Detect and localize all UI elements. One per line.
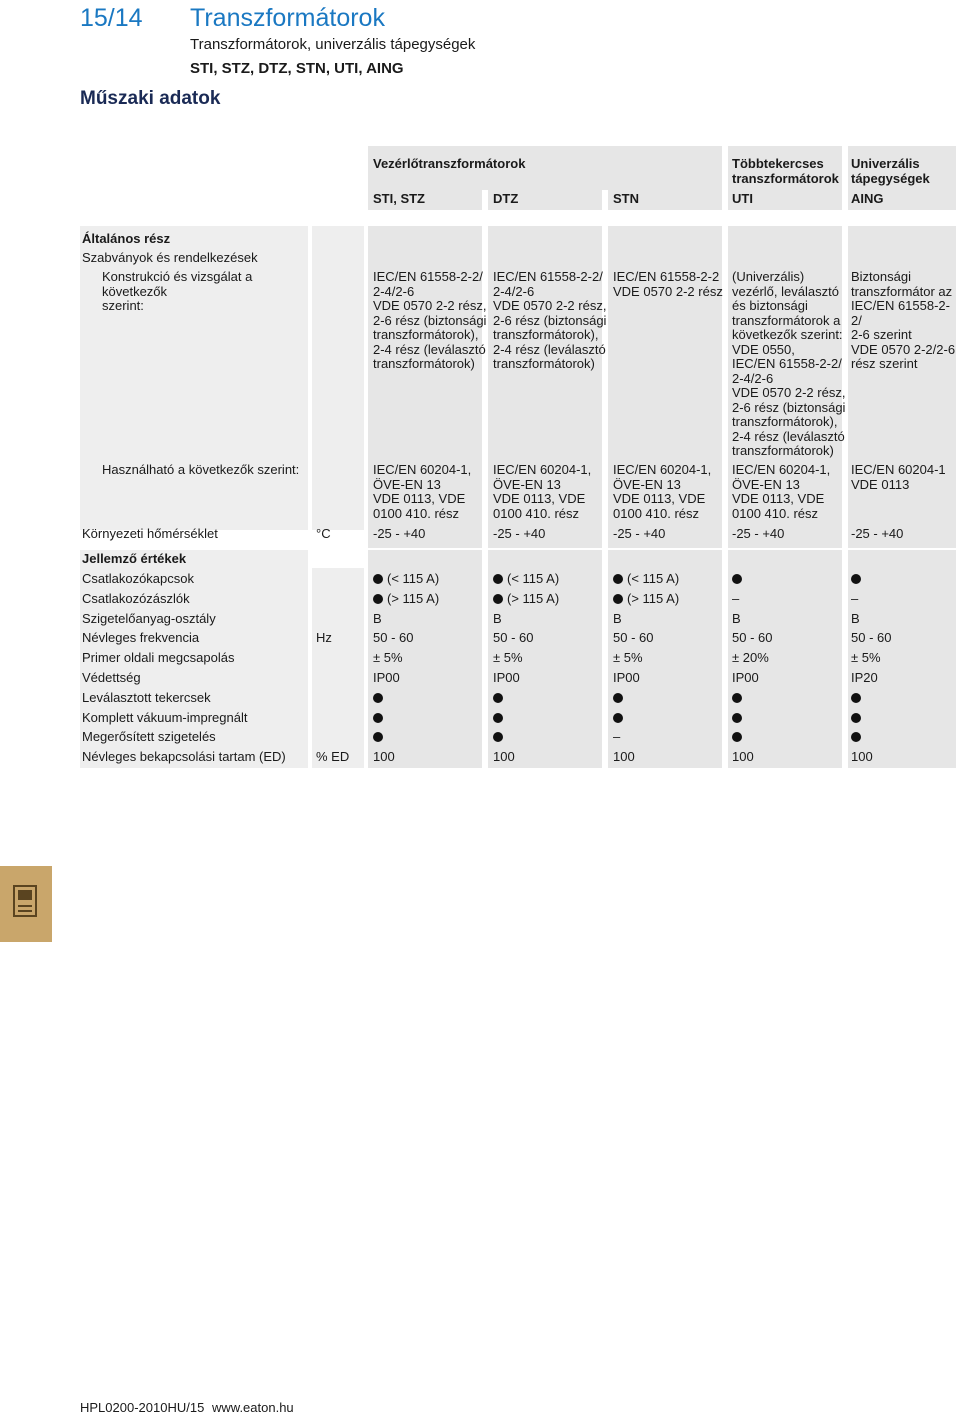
row-cell [613, 671, 640, 686]
usable-label: Használható a következők szerint: [102, 462, 300, 477]
doc-code: HPL0200-2010HU/15 [80, 1400, 205, 1415]
row-cell [732, 691, 746, 706]
cell-text: – [732, 591, 740, 606]
cell-text: (> 115 A) [507, 591, 560, 606]
filled-circle-icon [732, 732, 742, 742]
cell-text: 100 [493, 749, 515, 764]
cell-text: 100 [613, 749, 635, 764]
construction-cell: IEC/EN 61558-2-2/ 2-4/2-6 VDE 0570 2-2 rész, 2-6 rész (biztonsági transzformátorok), 2-4 rész (leválasztó transzformátorok) [373, 269, 487, 371]
usable-cell: IEC/EN 60204-1, ÖVE-EN 13 VDE 0113, VDE 0100 410. rész [373, 462, 472, 521]
cell-text: B [732, 611, 741, 626]
ambient-cell: -25 - +40 [493, 526, 546, 541]
cell-text: 100 [732, 749, 754, 764]
cell-text: 50 - 60 [493, 630, 534, 645]
cell-text: 50 - 60 [732, 630, 773, 645]
transformer-icon [10, 882, 40, 920]
row-cell [732, 572, 746, 587]
row-label: Megerősített szigetelés [82, 729, 216, 744]
row-label: Védettség [82, 670, 141, 685]
filled-circle-icon [493, 713, 503, 723]
cell-text: B [373, 611, 382, 626]
row-cell [493, 671, 520, 686]
row-cell [373, 711, 387, 726]
filled-circle-icon [613, 693, 623, 703]
cell-text: – [613, 729, 621, 744]
row-cell [851, 651, 881, 666]
row-cell [613, 750, 635, 765]
row-label: Csatlakozókapcsok [82, 571, 194, 586]
row-cell [851, 750, 873, 765]
row-cell [373, 671, 400, 686]
ambient-cell: -25 - +40 [373, 526, 426, 541]
row-cell [732, 612, 741, 627]
row-cell [373, 750, 395, 765]
group-header-universal: Univerzális tápegységek [851, 156, 930, 186]
filled-circle-icon [851, 713, 861, 723]
row-cell [493, 592, 559, 607]
row-cell [613, 592, 679, 607]
row-cell [851, 572, 865, 587]
page-number: 15/14 [80, 4, 143, 32]
row-cell [732, 730, 746, 745]
row-cell [851, 691, 865, 706]
cell-text: – [851, 591, 859, 606]
cell-text: (> 115 A) [627, 591, 680, 606]
row-cell [613, 730, 620, 745]
row-cell [373, 592, 439, 607]
filled-circle-icon [493, 693, 503, 703]
row-label: Leválasztott tekercsek [82, 690, 211, 705]
construction-label: Konstrukció és vizsgálat a következők szerint: [102, 269, 253, 313]
cell-text: (< 115 A) [627, 571, 680, 586]
construction-cell: (Univerzális) vezérlő, leválasztó és biztonsági transzformátorok a következők szerint: VDE 0550, IEC/EN 61558-2-2/ 2-4/2-6 VDE 0570 2-2 rész, 2-6 rész (biztonsági transzformátorok), 2-4 rész (leválasztó transzformátorok) [732, 269, 846, 458]
filled-circle-icon [732, 713, 742, 723]
row-cell [851, 671, 878, 686]
column-header-sti: STI, STZ [373, 191, 425, 206]
row-cell [373, 730, 387, 745]
row-cell [373, 631, 413, 646]
cell-text: 100 [851, 749, 873, 764]
cell-text: ± 5% [493, 650, 523, 665]
cell-text: ± 20% [732, 650, 769, 665]
row-label: Primer oldali megcsapolás [82, 650, 235, 665]
row-cell [613, 651, 643, 666]
unit-bg-general [312, 226, 364, 530]
row-cell [732, 711, 746, 726]
website-link[interactable]: www.eaton.hu [212, 1400, 294, 1415]
filled-circle-icon [613, 594, 623, 604]
row-cell [732, 671, 759, 686]
row-cell [732, 592, 739, 607]
row-unit: Hz [316, 630, 332, 645]
cell-text: IP20 [851, 670, 878, 685]
usable-cell: IEC/EN 60204-1, ÖVE-EN 13 VDE 0113, VDE 0100 410. rész [613, 462, 712, 521]
row-label: Komplett vákuum-impregnált [82, 710, 248, 725]
cell-text: B [851, 611, 860, 626]
filled-circle-icon [373, 732, 383, 742]
row-cell [373, 612, 382, 627]
row-cell [493, 631, 533, 646]
ambient-label: Környezeti hőmérséklet [82, 526, 218, 541]
cell-text: (> 115 A) [387, 591, 440, 606]
row-cell [613, 572, 679, 587]
ambient-cell: -25 - +40 [851, 526, 904, 541]
filled-circle-icon [613, 713, 623, 723]
filled-circle-icon [493, 732, 503, 742]
row-cell [493, 651, 523, 666]
cell-text: IP00 [373, 670, 400, 685]
cell-text: B [613, 611, 622, 626]
row-unit: % ED [316, 749, 350, 764]
cell-text: ± 5% [373, 650, 403, 665]
row-cell [493, 572, 559, 587]
row-cell [613, 612, 622, 627]
cell-text: 50 - 60 [373, 630, 414, 645]
row-cell [493, 612, 502, 627]
construction-cell: Biztonsági transzformátor az IEC/EN 61558-2-2/ 2-6 szerint VDE 0570 2-2/2-6 rész szerint [851, 269, 956, 371]
filled-circle-icon [373, 594, 383, 604]
row-cell [493, 750, 515, 765]
row-cell [851, 730, 865, 745]
filled-circle-icon [613, 574, 623, 584]
cell-text: (< 115 A) [387, 571, 440, 586]
filled-circle-icon [851, 693, 861, 703]
group-header-control: Vezérlőtranszformátorok [373, 156, 526, 171]
cell-text: 50 - 60 [613, 630, 654, 645]
unit-bg-char [312, 568, 364, 768]
row-cell [373, 572, 439, 587]
filled-circle-icon [851, 574, 861, 584]
page-subtitle: Transzformátorok, univerzális tápegységek [190, 36, 476, 53]
row-cell [493, 711, 507, 726]
filled-circle-icon [732, 574, 742, 584]
standards-label: Szabványok és rendelkezések [82, 250, 258, 265]
filled-circle-icon [732, 693, 742, 703]
row-cell [373, 691, 387, 706]
row-label: Névleges frekvencia [82, 630, 200, 645]
cell-text: 50 - 60 [851, 630, 892, 645]
usable-cell: IEC/EN 60204-1 VDE 0113 [851, 462, 946, 492]
ambient-unit: °C [316, 526, 331, 541]
usable-cell: IEC/EN 60204-1, ÖVE-EN 13 VDE 0113, VDE 0100 410. rész [732, 462, 831, 521]
cell-text: IP00 [493, 670, 520, 685]
row-cell [493, 730, 507, 745]
row-cell [732, 631, 772, 646]
cell-text: 100 [373, 749, 395, 764]
cell-text: IP00 [613, 670, 640, 685]
cell-text: ± 5% [613, 650, 643, 665]
row-cell [613, 691, 627, 706]
group-header-multi: Többtekercses transzformátorok [732, 156, 839, 186]
filled-circle-icon [493, 594, 503, 604]
ambient-cell: -25 - +40 [613, 526, 666, 541]
row-label: Csatlakozózászlók [82, 591, 190, 606]
section-char: Jellemző értékek [82, 551, 187, 566]
row-cell [851, 631, 891, 646]
filled-circle-icon [493, 574, 503, 584]
row-label: Névleges bekapcsolási tartam (ED) [82, 749, 286, 764]
row-cell [851, 612, 860, 627]
filled-circle-icon [373, 713, 383, 723]
usable-cell: IEC/EN 60204-1, ÖVE-EN 13 VDE 0113, VDE 0100 410. rész [493, 462, 592, 521]
construction-cell: IEC/EN 61558-2-2/ 2-4/2-6 VDE 0570 2-2 rész, 2-6 rész (biztonsági transzformátorok), 2-4 rész (leválasztó transzformátorok) [493, 269, 607, 371]
filled-circle-icon [373, 574, 383, 584]
row-cell [613, 711, 627, 726]
row-cell [732, 750, 754, 765]
row-cell [851, 592, 858, 607]
column-header-uti: UTI [732, 191, 753, 206]
cell-text: (< 115 A) [507, 571, 560, 586]
filled-circle-icon [373, 693, 383, 703]
ambient-cell: -25 - +40 [732, 526, 785, 541]
row-cell [373, 651, 403, 666]
product-list: STI, STZ, DTZ, STN, UTI, AING [190, 60, 404, 77]
column-header-stn: STN [613, 191, 639, 206]
row-cell [493, 691, 507, 706]
row-cell [851, 711, 865, 726]
page-title: Transzformátorok [190, 4, 385, 32]
cell-text: IP00 [732, 670, 759, 685]
row-cell [613, 631, 653, 646]
construction-cell: IEC/EN 61558-2-2 VDE 0570 2-2 rész [613, 269, 723, 299]
row-label: Szigetelőanyag-osztály [82, 611, 216, 626]
filled-circle-icon [851, 732, 861, 742]
column-header-dtz: DTZ [493, 191, 519, 206]
row-cell [732, 651, 769, 666]
section-general: Általános rész [82, 231, 171, 246]
column-header-aing: AING [851, 191, 884, 206]
cell-text: B [493, 611, 502, 626]
section-title: Műszaki adatok [80, 88, 221, 109]
cell-text: ± 5% [851, 650, 881, 665]
